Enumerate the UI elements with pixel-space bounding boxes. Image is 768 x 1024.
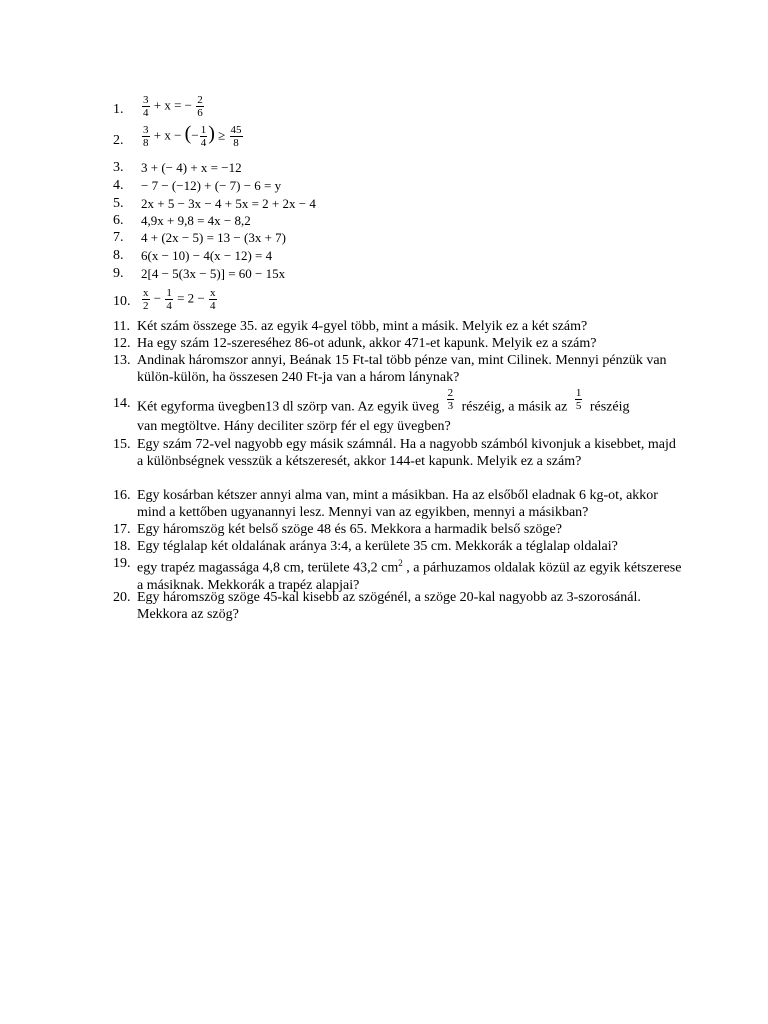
problem-text: Egy háromszög szöge 45-kal kisebb az szögénél, a szöge 20-kal nagyobb az 3-szorosánál. Mekkora az szög? — [137, 590, 641, 622]
problem-number: 18. — [113, 539, 131, 554]
problem-number: 2. — [113, 133, 124, 148]
equation-1: $\frac{3}{4}$ + x = − $\frac{2}{6}$ — [143, 94, 203, 119]
fraction: $\frac{1}{4}$ — [166, 287, 172, 312]
equation-3: 3 + (− 4) + x = −12 — [141, 160, 242, 175]
problem-number: 11. — [113, 319, 130, 334]
problem-text: egy trapéz magassága 4,8 cm, területe 43,2 $cm^2$ , a párhuzamos oldalak közül az egyik kétszerese a másiknak. Mekkorák a trapéz alapjai? — [137, 558, 682, 593]
problem-number: 20. — [113, 590, 131, 605]
problem-number: 12. — [113, 336, 131, 351]
problem-text: Két szám összege 35. az egyik 4-gyel több, mint a másik. Melyik ez a két szám? — [137, 319, 588, 334]
fraction: $\frac{x}{2}$ — [143, 287, 149, 312]
problem-text: Egy háromszög két belső szöge 48 és 65. Mekkora a harmadik belső szöge? — [137, 522, 562, 537]
equation-7: 4 + (2x − 5) = 13 − (3x + 7) — [141, 230, 286, 245]
fraction: $\frac{3}{8}$ — [143, 124, 149, 149]
equation-8: 6(x − 10) − 4(x − 12) = 4 — [141, 248, 273, 263]
equation-2: $\frac{3}{8}$ + x − (− $\frac{1}{4}$ ) ≥ $\frac{45}{8}$ — [143, 122, 242, 149]
fraction: $\frac{2}{6}$ — [197, 94, 203, 119]
problem-number: 8. — [113, 248, 124, 263]
problem-number: 17. — [113, 522, 131, 537]
problem-number: 4. — [113, 178, 124, 193]
problem-number: 15. — [113, 437, 131, 452]
fraction: $\frac{x}{4}$ — [210, 287, 216, 312]
problem-14 — [113, 387, 683, 435]
equation-6: 4,9x + 9,8 = 4x − 8,2 — [141, 213, 251, 228]
problem-text: Ha egy szám 12-szereséhez 86-ot adunk, akkor 471-et kapunk. Melyik ez a szám? — [137, 336, 597, 351]
problem-number: 16. — [113, 488, 131, 503]
problem-number: 1. — [113, 102, 124, 117]
problem-text: Két egyforma üvegben13 dl szörp van. Az egyik üveg $\frac{2}{3}$ részéig, a másik az $\frac{1}{5}$ részéig — [137, 387, 630, 415]
fraction: $\frac{2}{3}$ — [447, 387, 454, 412]
problem-number: 6. — [113, 213, 124, 228]
equation-5: 2x + 5 − 3x − 4 + 5x = 2 + 2x − 4 — [141, 196, 316, 211]
problem-number: 10. — [113, 294, 131, 309]
fraction: $\frac{45}{8}$ — [230, 124, 242, 149]
problem-number: 13. — [113, 353, 131, 368]
problem-number: 7. — [113, 230, 124, 245]
equation-10: $\frac{x}{2}$ − $\frac{1}{4}$ = 2 − $\frac{x}{4}$ — [143, 287, 216, 312]
problem-number: 3. — [113, 160, 124, 175]
problem-text: Andinak háromszor annyi, Beának 15 Ft-tal több pénze van, mint Cilinek. Mennyi pénzük van külön-külön, ha összesen 240 Ft-ja van a három lánynak? — [137, 353, 667, 385]
equation-9: 2[4 − 5(3x − 5)] = 60 − 15x — [141, 266, 286, 281]
problem-text-cont: van megtöltve. Hány deciliter szörp fér el egy üvegben? — [137, 419, 451, 434]
problem-text: Egy téglalap két oldalának aránya 3:4, a kerülete 35 cm. Mekkorák a téglalap oldalai? — [137, 539, 618, 554]
fraction: $\frac{3}{4}$ — [143, 94, 149, 119]
fraction: $\frac{1}{5}$ — [575, 387, 582, 412]
equation-4: − 7 − (−12) + (− 7) − 6 = y — [141, 178, 282, 193]
problem-text: Egy szám 72-vel nagyobb egy másik számnál. Ha a nagyobb számból kivonjuk a kisebbet, majd a különbségnek vesszük a kétszeresét, akkor 144-et kapunk. Melyik ez a szám? — [137, 437, 676, 469]
problem-number: 9. — [113, 266, 124, 281]
problem-number: 19. — [113, 556, 131, 571]
problem-number: 14. — [113, 396, 131, 411]
problem-number: 5. — [113, 196, 124, 211]
problem-text: Egy kosárban kétszer annyi alma van, mint a másikban. Ha az elsőből eladnak 6 kg-ot, akkor mind a kettőben ugyanannyi lesz. Mennyi van az egyikben, mennyi a másikban? — [137, 488, 658, 520]
fraction: $\frac{1}{4}$ — [200, 124, 207, 149]
